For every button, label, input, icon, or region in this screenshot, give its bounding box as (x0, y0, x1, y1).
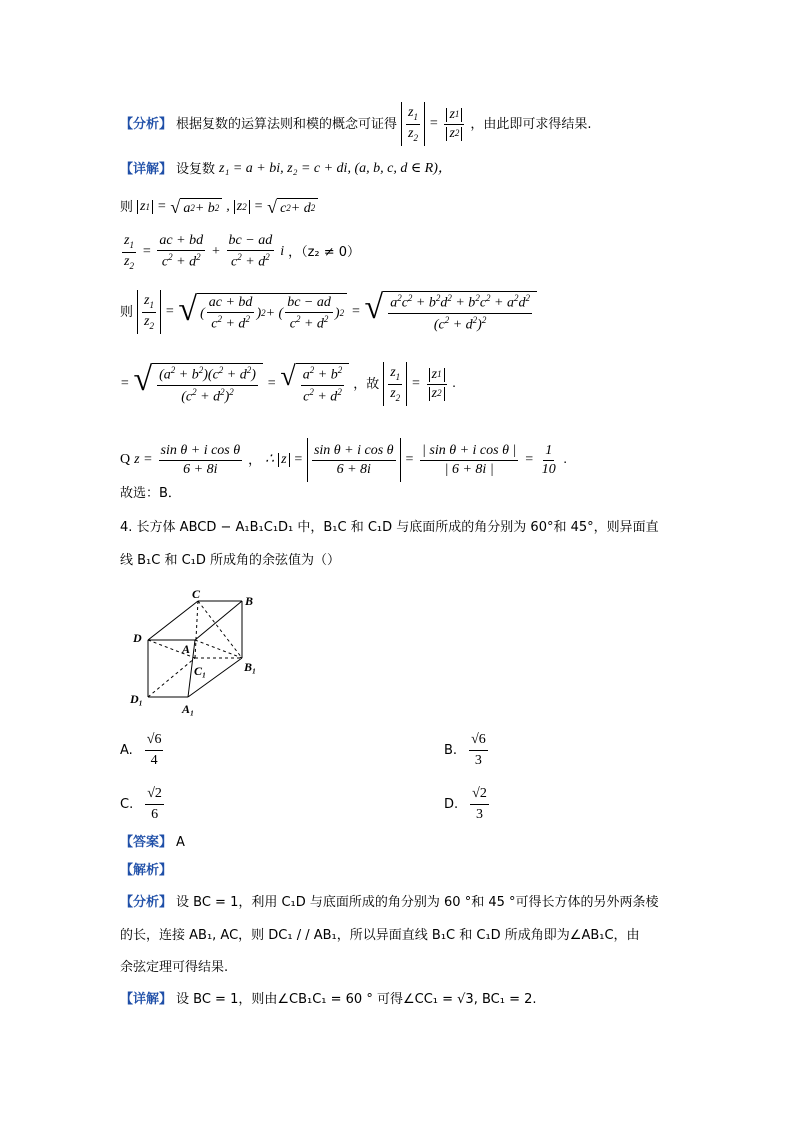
option-D-num: √2 (470, 786, 489, 805)
detail-paragraph-2 (120, 993, 537, 1006)
then-word: 则 (120, 199, 134, 215)
then-word-2: 则 (120, 304, 134, 320)
answer-line (120, 836, 185, 849)
analysis-2-line-2: 的长，连接 AB₁, AC，则 DC₁ / / AB₁，所以异面直线 B₁C 和 C₁D 所成角即为∠AB₁C，由 (120, 928, 640, 943)
analysis-2-tag: 【分析】 (120, 895, 173, 910)
choice-line: 故选：B． (120, 486, 181, 501)
quotient-line: $\frac{z_1}{z_2}$ = $\frac{ac + bd}{c^2 + d^2}$ + $\frac{bc - ad}{c^2 + d^2}$ i ，（z₂ ≠ 0） (124, 233, 361, 271)
question-text-1: 长方体 ABCD − A₁B₁C₁D₁ 中，B₁C 和 C₁D 与底面所成的角分别为 60°和 45°，则异面直 (136, 520, 659, 535)
so-word: ，故 (353, 376, 380, 392)
analysis-text-a: 根据复数的运算法则和模的概念可证得 (176, 116, 398, 132)
edge-DC (148, 601, 198, 640)
option-D-den: 3 (476, 807, 483, 822)
label-A1: A₁ (182, 702, 195, 716)
label-B: B (245, 594, 254, 608)
label-A: A (182, 642, 191, 656)
modulus-line: 则 z 1 = √ a 2 + b 2 , z 2 = √ c 2 + d 2 (120, 198, 318, 216)
edge-D1C1 (148, 658, 195, 697)
modulus-fraction: $\frac{z_1}{z_2}$ (401, 102, 425, 146)
analysis-text-b: ，由此即可求得结果. (470, 116, 592, 132)
analysis-heading (120, 864, 172, 877)
option-B-num: √6 (469, 732, 488, 751)
analysis-tag: 【分析】 (120, 116, 173, 132)
analysis-2-line-3: 余弦定理可得结果. (120, 960, 229, 975)
option-B-den: 3 (474, 753, 482, 768)
analysis-paragraph-1: 【分析】 根据复数的运算法则和模的概念可证得 $\frac{z_1}{z_2}$ = z 1 z 2 ，由此即可求得结果. (120, 102, 592, 146)
question-4-line-2: 线 B₁C 和 C₁D 所成角的余弦值为（） (120, 553, 341, 568)
label-C: C (192, 587, 201, 601)
option-A[interactable] (120, 732, 165, 769)
option-A-num: √6 (145, 732, 164, 751)
label-D1: D₁ (130, 692, 143, 706)
option-D-label: D. (444, 797, 459, 812)
label-B1: B₁ (244, 660, 257, 674)
option-C-num: √2 (145, 786, 164, 805)
simplify-line: = √ $\frac{(a^2 + b^2)(c^2 + d^2)}{(c^2 + d^2)^2}$ = √ $\frac{a^2 + b^2}{c^2 + d^2}$ ，故 $\frac{z_1}{z_2}$ = z 1 z 2 . (120, 361, 457, 405)
question-4-line-1 (120, 521, 659, 534)
answer-value: A (176, 835, 185, 850)
option-C-label: C. (120, 797, 134, 812)
detail-2-tag: 【详解】 (120, 992, 173, 1007)
option-C[interactable] (120, 786, 166, 823)
evaluation-line: Q z = $\frac{\text{sin θ + i cos θ}}{6 + 8i}$ ， ∴ z = $\frac{\text{sin θ + i cos θ}}{6 + 8i}$ = $\frac{\text{| sin θ + i cos θ |}}{| 6 + 8i |}$ = $\frac{1}{10}$ . (120, 438, 567, 482)
label-D: D (133, 631, 142, 645)
detail-text: 设复数 (176, 161, 216, 177)
analysis-paragraph-2 (120, 896, 659, 909)
question-number: 4. (120, 520, 133, 535)
complex-definition: z₁ = a + bi, z₂ = c + di, (a, b, c, d ∈ R)， (219, 161, 452, 176)
option-A-den: 4 (150, 753, 158, 768)
detail-tag: 【详解】 (120, 161, 173, 177)
cuboid-figure (120, 585, 290, 720)
option-C-den: 6 (151, 807, 159, 822)
nonzero-note: ，（z₂ ≠ 0） (288, 244, 361, 260)
detail-2-text: 设 BC = 1，则由∠CB₁C₁ = 60 ° 可得∠CC₁ = √3, BC₁ = 2. (176, 992, 537, 1007)
analysis-2-line-1: 设 BC = 1，利用 C₁D 与底面所成的角分别为 60 °和 45 °可得长方体的另外两条棱 (176, 895, 659, 910)
modulus-ratio: z 1 z 2 (444, 108, 464, 141)
option-B-label: B. (444, 743, 458, 758)
label-C1: C₁ (194, 664, 207, 678)
result-den: 10 (541, 461, 556, 477)
analysis-heading-tag: 【解析】 (120, 863, 173, 878)
result-num: 1 (543, 444, 554, 461)
q-symbol: Q (120, 452, 131, 467)
answer-tag: 【答案】 (120, 835, 173, 850)
option-B[interactable] (444, 732, 490, 769)
option-A-label: A. (120, 743, 133, 758)
edge-CC1 (195, 601, 198, 658)
modulus-quotient-line: 则 $\frac{z_1}{z_2}$ = √ ( $\frac{ac + bd}{c^2 + d^2}$ ) 2 + ( $\frac{bc - ad}{c^2 + d^2}$ ) 2 = √ $\frac{a^2c^2 + b^2d^2 + b^2c^2 + a^2d^2}{(c^2 + d^2)^2}$ (120, 290, 537, 334)
option-D[interactable] (444, 786, 491, 823)
therefore-symbol: ∴ (265, 452, 275, 467)
detail-paragraph-1 (120, 162, 452, 176)
